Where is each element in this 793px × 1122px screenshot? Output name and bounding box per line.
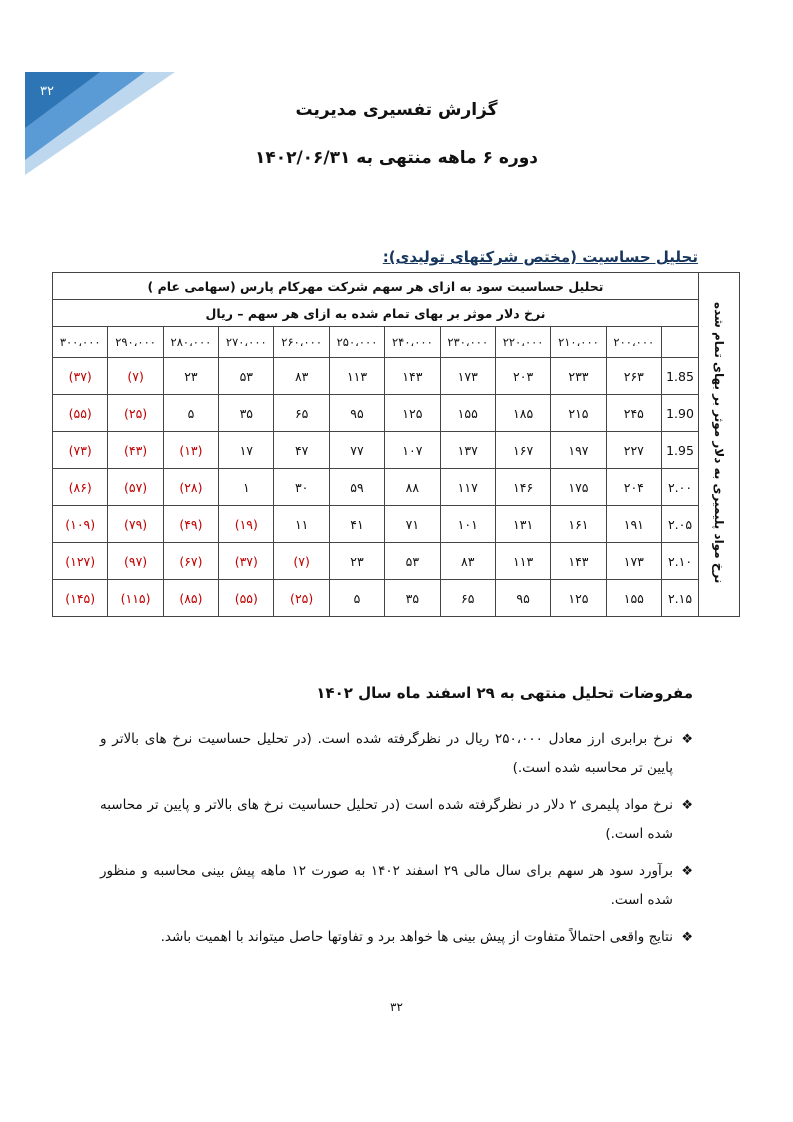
table-cell: (۲۸) — [163, 469, 218, 506]
table-cell: ۱۹۷ — [551, 432, 606, 469]
table-cell: ۶۵ — [274, 395, 329, 432]
column-header: ۲۸۰،۰۰۰ — [163, 327, 218, 358]
corner-page-number: ۳۲ — [40, 84, 54, 99]
side-label-cell — [699, 273, 740, 617]
table-cell: ۱۰۱ — [440, 506, 495, 543]
table-cell: (۷) — [274, 543, 329, 580]
table-cell: (۵۵) — [53, 395, 108, 432]
table-cell: ۲۲۷ — [606, 432, 661, 469]
assumption-item — [100, 923, 693, 952]
table-cell: ۲۱۵ — [551, 395, 606, 432]
table-cell: ۳۰ — [274, 469, 329, 506]
table-cell: (۴۳) — [108, 432, 163, 469]
assumption-item — [100, 725, 693, 783]
table-cell: ۳۵ — [219, 395, 274, 432]
table-cell: (۱۱۵) — [108, 580, 163, 617]
table-cell: ۱۴۶ — [495, 469, 550, 506]
page-number: ۳۲ — [390, 1000, 403, 1014]
table-cell: ۱۰۷ — [385, 432, 440, 469]
table-cell: ۲۳ — [163, 358, 218, 395]
diamond-bullet-icon: ❖ — [681, 864, 693, 879]
table-cell: ۲۰۳ — [495, 358, 550, 395]
table-cell: (۴۹) — [163, 506, 218, 543]
column-header: ۲۲۰،۰۰۰ — [495, 327, 550, 358]
header-corner-cell — [662, 327, 699, 358]
table-row — [53, 395, 740, 432]
table-cell: ۸۳ — [274, 358, 329, 395]
table-cell: (۱۰۹) — [53, 506, 108, 543]
row-rate: 1.90 — [662, 395, 699, 432]
diamond-bullet-icon: ❖ — [681, 732, 693, 747]
row-rate: ۲.۱۰ — [662, 543, 699, 580]
table-cell: (۵۷) — [108, 469, 163, 506]
table-cell: (۱۹) — [219, 506, 274, 543]
table-cell: ۹۵ — [495, 580, 550, 617]
table-row — [53, 432, 740, 469]
table-cell: ۲۶۳ — [606, 358, 661, 395]
diamond-bullet-icon: ❖ — [681, 930, 693, 945]
table-cell: ۹۵ — [329, 395, 384, 432]
table-cell: ۵ — [329, 580, 384, 617]
table-cell: ۱۶۷ — [495, 432, 550, 469]
table-cell: ۶۵ — [440, 580, 495, 617]
table-cell: (۱۲۷) — [53, 543, 108, 580]
report-period: دوره ۶ ماهه منتهی به ۱۴۰۲/۰۶/۳۱ — [254, 148, 539, 168]
table-cell: ۱ — [219, 469, 274, 506]
table-cell: ۱۴۳ — [551, 543, 606, 580]
table-cell: ۱۹۱ — [606, 506, 661, 543]
table-cell: ۱۱ — [274, 506, 329, 543]
row-rate: ۲.۰۰ — [662, 469, 699, 506]
table-cell: ۲۰۴ — [606, 469, 661, 506]
table-cell: ۷۷ — [329, 432, 384, 469]
column-header: ۲۰۰،۰۰۰ — [606, 327, 661, 358]
row-rate: ۲.۰۵ — [662, 506, 699, 543]
table-cell: ۵۳ — [219, 358, 274, 395]
table-cell: ۱۷۳ — [606, 543, 661, 580]
table-cell: ۲۳ — [329, 543, 384, 580]
table-row — [53, 469, 740, 506]
table-cell: ۱۷۵ — [551, 469, 606, 506]
sensitivity-table — [52, 272, 740, 617]
diamond-bullet-icon: ❖ — [681, 798, 693, 813]
side-label: نرخ مواد پلیمیری به دلار موثر بر بهای تمام شده — [712, 302, 726, 584]
table-subcaption: نرخ دلار موثر بر بهای تمام شده به ازای هر سهم – ریال — [53, 300, 699, 327]
table-cell: ۱۱۷ — [440, 469, 495, 506]
table-row — [53, 580, 740, 617]
assumption-text: برآورد سود هر سهم برای سال مالی ۲۹ اسفند ۱۴۰۲ به صورت ۱۲ ماهه پیش بینی محاسبه و منظور شده است. — [100, 863, 673, 908]
table-cell: ۱۸۵ — [495, 395, 550, 432]
column-header: ۲۴۰،۰۰۰ — [385, 327, 440, 358]
table-cell: (۸۶) — [53, 469, 108, 506]
table-cell: (۳۷) — [219, 543, 274, 580]
column-header-row — [53, 327, 740, 358]
table-cell: ۱۴۳ — [385, 358, 440, 395]
table-cell: ۴۷ — [274, 432, 329, 469]
row-rate: 1.95 — [662, 432, 699, 469]
report-title: گزارش تفسیری مدیریت — [295, 100, 498, 120]
assumption-text: نتایج واقعی احتمالاً متفاوت از پیش بینی ها خواهد برد و تفاوتها حاصل میتواند با اهمیت باشد. — [160, 929, 673, 945]
table-cell: ۱۲۵ — [551, 580, 606, 617]
table-cell: (۵۵) — [219, 580, 274, 617]
row-rate: ۲.۱۵ — [662, 580, 699, 617]
table-cell: ۴۱ — [329, 506, 384, 543]
table-cell: (۷۹) — [108, 506, 163, 543]
table-caption: تحلیل حساسیت سود به ازای هر سهم شرکت مهرکام پارس (سهامی عام ) — [53, 273, 699, 300]
table-cell: ۱۶۱ — [551, 506, 606, 543]
table-cell: ۱۳۱ — [495, 506, 550, 543]
table-cell: ۵۹ — [329, 469, 384, 506]
table-cell: ۵ — [163, 395, 218, 432]
column-header: ۲۷۰،۰۰۰ — [219, 327, 274, 358]
column-header: ۲۳۰،۰۰۰ — [440, 327, 495, 358]
column-header: ۲۶۰،۰۰۰ — [274, 327, 329, 358]
table-cell: ۱۵۵ — [606, 580, 661, 617]
table-cell: (۱۴۵) — [53, 580, 108, 617]
table-cell: (۳۷) — [53, 358, 108, 395]
table-cell: (۶۷) — [163, 543, 218, 580]
table-cell: ۸۸ — [385, 469, 440, 506]
row-rate: 1.85 — [662, 358, 699, 395]
table-row — [53, 543, 740, 580]
table-row — [53, 506, 740, 543]
table-cell: (۹۷) — [108, 543, 163, 580]
section-heading: تحلیل حساسیت (مختص شرکتهای تولیدی): — [382, 248, 698, 266]
table-cell: (۷) — [108, 358, 163, 395]
column-header: ۳۰۰،۰۰۰ — [53, 327, 108, 358]
assumption-item — [100, 791, 693, 849]
table-cell: ۱۱۳ — [495, 543, 550, 580]
column-header: ۲۱۰،۰۰۰ — [551, 327, 606, 358]
table-cell: ۲۳۳ — [551, 358, 606, 395]
table-cell: ۳۵ — [385, 580, 440, 617]
table-cell: ۵۳ — [385, 543, 440, 580]
table-cell: ۸۳ — [440, 543, 495, 580]
assumption-text: نرخ برابری ارز معادل ۲۵۰،۰۰۰ ریال در نظرگرفته شده است. (در تحلیل حساسیت نرخ های بالاتر و پایین تر محاسبه شده است.) — [100, 731, 673, 776]
table-row — [53, 358, 740, 395]
column-header: ۲۹۰،۰۰۰ — [108, 327, 163, 358]
table-cell: ۱۱۳ — [329, 358, 384, 395]
table-cell: ۷۱ — [385, 506, 440, 543]
table-cell: ۱۷ — [219, 432, 274, 469]
table-cell: (۷۳) — [53, 432, 108, 469]
assumptions-heading: مفروضات تحلیل منتهی به ۲۹ اسفند ماه سال ۱۴۰۲ — [316, 684, 693, 702]
table-cell: (۸۵) — [163, 580, 218, 617]
assumption-item — [100, 857, 693, 915]
table-cell: (۲۵) — [274, 580, 329, 617]
column-header: ۲۵۰،۰۰۰ — [329, 327, 384, 358]
assumptions-list — [100, 725, 693, 960]
table-cell: (۱۳) — [163, 432, 218, 469]
table-cell: (۲۵) — [108, 395, 163, 432]
table-cell: ۱۷۳ — [440, 358, 495, 395]
assumption-text: نرخ مواد پلیمری ۲ دلار در نظرگرفته شده است (در تحلیل حساسیت نرخ های بالاتر و پایین تر محاسبه شده است.) — [100, 797, 673, 842]
table-cell: ۱۲۵ — [385, 395, 440, 432]
table-cell: ۱۳۷ — [440, 432, 495, 469]
table-cell: ۱۵۵ — [440, 395, 495, 432]
table-cell: ۲۴۵ — [606, 395, 661, 432]
